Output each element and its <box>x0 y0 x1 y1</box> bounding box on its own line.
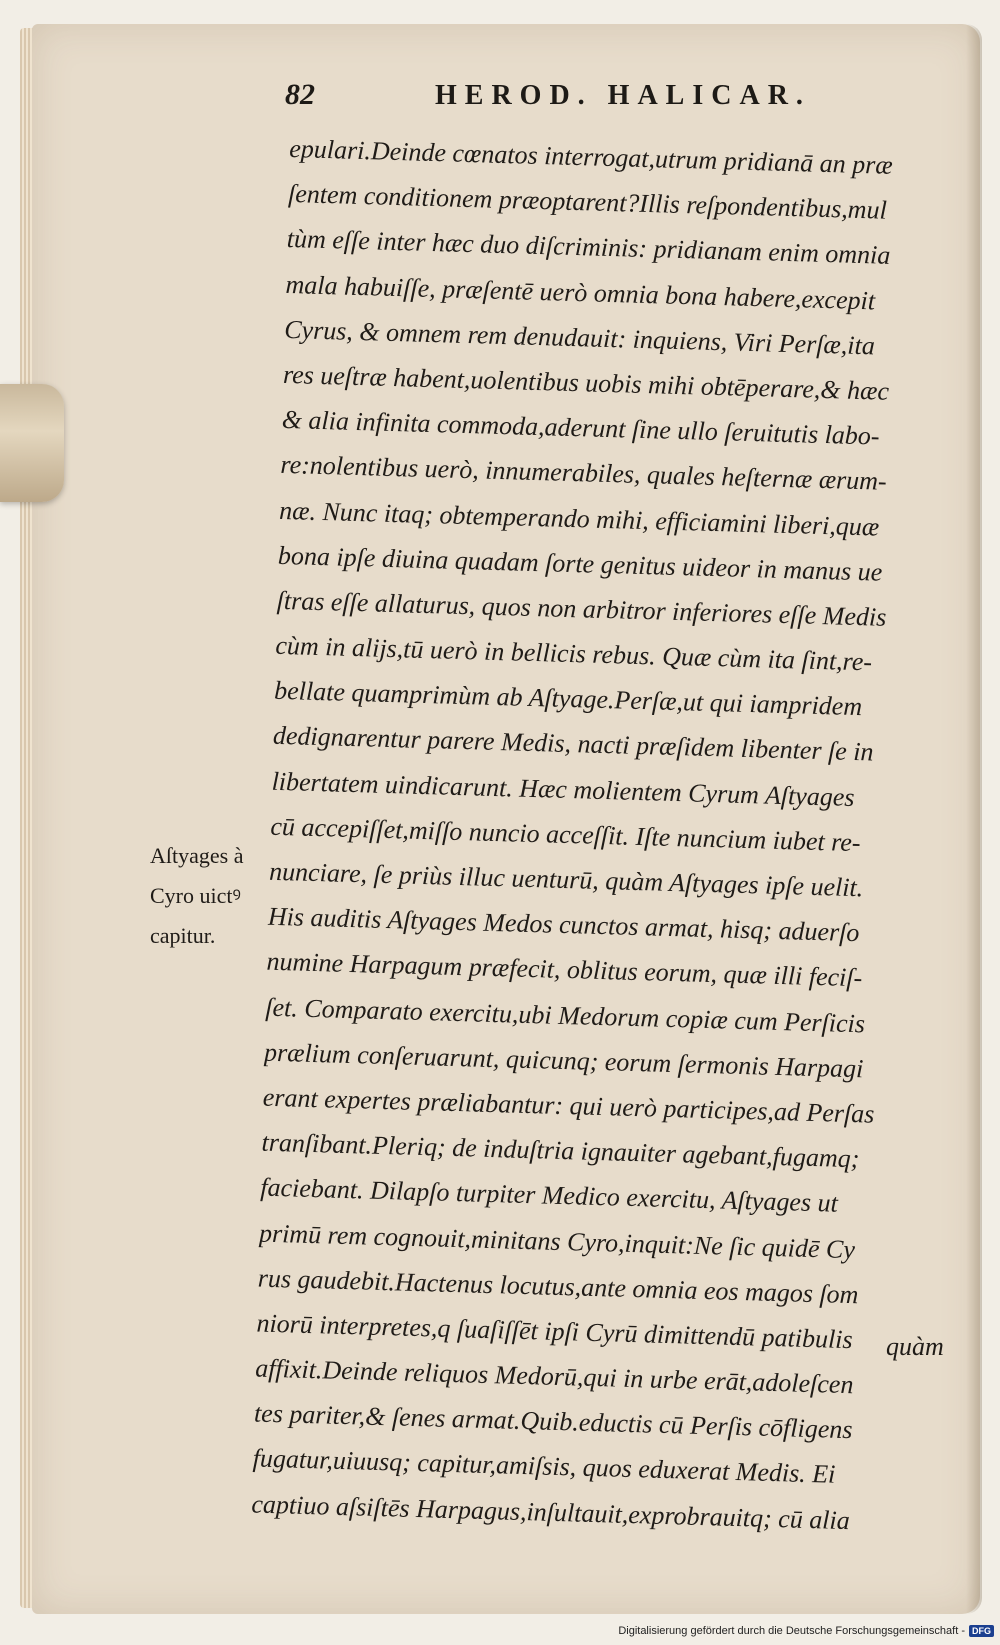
text-line: tes pariter,& ſenes armat.Quib.eductis cū Perſis cōfligens <box>253 1398 853 1445</box>
text-line: niorū interpretes,q ſuaſiſſēt ipſi Cyrū dimittendū patibulis <box>256 1308 854 1355</box>
text-line: Cyrus, & omnem rem denudauit: inquiens, Viri Perſæ,ita <box>283 314 876 361</box>
text-line: affixit.Deinde reliquos Medorū,qui in urbe erāt,adoleſcen <box>254 1353 854 1400</box>
marginal-note <box>150 836 290 956</box>
text-line: ſtras eſſe allaturus, quos non arbitror inferiores eſſe Medis <box>276 585 887 632</box>
text-line: faciebant. Dilapſo turpiter Medico exercitu, Aſtyages ut <box>259 1172 839 1219</box>
text-line: mala habuiſſe, præſentē uerò omnia bona habere,excepit <box>285 269 876 315</box>
text-line: cū accepiſſet,miſſo nuncio acceſſit. Iſte nuncium iubet re- <box>270 811 861 858</box>
text-line: ſentem conditionem præoptarent?Illis reſpondentibus,mul <box>287 179 888 225</box>
text-line: nunciare, ſe priùs illuc uenturū, quàm Aſtyages ipſe uelit. <box>268 856 864 903</box>
text-line: prælium conſeruarunt, quicunq; eorum ſermonis Harpagi <box>263 1037 864 1084</box>
text-line: næ. Nunc itaq; obtemperando mihi, efficiamini liberi,quæ <box>278 495 880 542</box>
page-header <box>285 78 925 118</box>
dfg-logo: DFG <box>969 1625 994 1637</box>
page-gutter-shadow <box>966 24 982 1614</box>
text-line: tranſibant.Pleriq; de induſtria ignauiter agebant,fugamq; <box>261 1127 860 1174</box>
book-clasp <box>0 384 64 502</box>
catchword: quàm <box>886 1332 944 1361</box>
text-line: His auditis Aſtyages Medos cunctos armat, hisq; aduerſo <box>267 901 860 948</box>
text-line: erant expertes præliabantur: qui uerò participes,ad Perſas <box>262 1082 875 1129</box>
text-line: bona ipſe diuina quadam ſorte genitus uideor in manus ue <box>277 540 883 587</box>
text-line: dedignarentur parere Medis, nacti præſidem libenter ſe in <box>272 721 874 767</box>
text-line: & alia infinita commoda,aderunt ſine ullo ſeruitutis labo- <box>281 405 880 451</box>
body-text <box>251 126 930 1544</box>
marginal-note-line: capitur. <box>150 923 216 948</box>
text-line: rus gaudebit.Hactenus locutus,ante omnia eos magos ſom <box>257 1263 859 1310</box>
text-line: cùm in alijs,tū uerò in bellicis rebus. Quæ cùm ita ſint,re- <box>275 630 873 677</box>
page-number: 82 <box>285 78 315 111</box>
text-line: numine Harpagum præfecit, oblitus eorum, quæ illi feciſ- <box>266 947 863 993</box>
text-line: re:nolentibus uerò, innumerabiles, quales heſternæ ærum- <box>280 450 888 497</box>
digitization-footer <box>618 1625 994 1637</box>
text-line: ſet. Comparato exercitu,ubi Medorum copiæ cum Perſicis <box>264 992 866 1038</box>
text-line: fugatur,uiuusq; capitur,amiſsis, quos eduxerat Medis. Ei <box>252 1443 836 1490</box>
running-head: HEROD. HALICAR. <box>435 80 811 111</box>
text-line: bellate quamprimùm ab Aſtyage.Perſæ,ut qui iampridem <box>273 676 863 722</box>
text-line: primū rem cognouit,minitans Cyro,inquit:Ne ſic quidē Cy <box>258 1218 856 1264</box>
text-line: tùm eſſe inter hæc duo diſcriminis: pridianam enim omnia <box>286 224 891 271</box>
marginal-note-line: Aſtyages à <box>150 843 244 868</box>
text-line: res ueſtræ habent,uolentibus uobis mihi obtēperare,& hæc <box>282 359 890 406</box>
text-line: captiuo aſsiſtēs Harpagus,inſultauit,exprobrauitq; cū alia <box>251 1489 851 1535</box>
text-line: epulari.Deinde cœnatos interrogat,utrum pridianā an præ <box>288 133 894 180</box>
footer-text: Digitalisierung gefördert durch die Deutsche Forschungsgemeinschaft - <box>618 1625 965 1637</box>
text-line: libertatem uindicarunt. Hæc molientem Cyrum Aſtyages <box>271 766 855 812</box>
marginal-note-line: Cyro uictꝰ <box>150 883 241 908</box>
